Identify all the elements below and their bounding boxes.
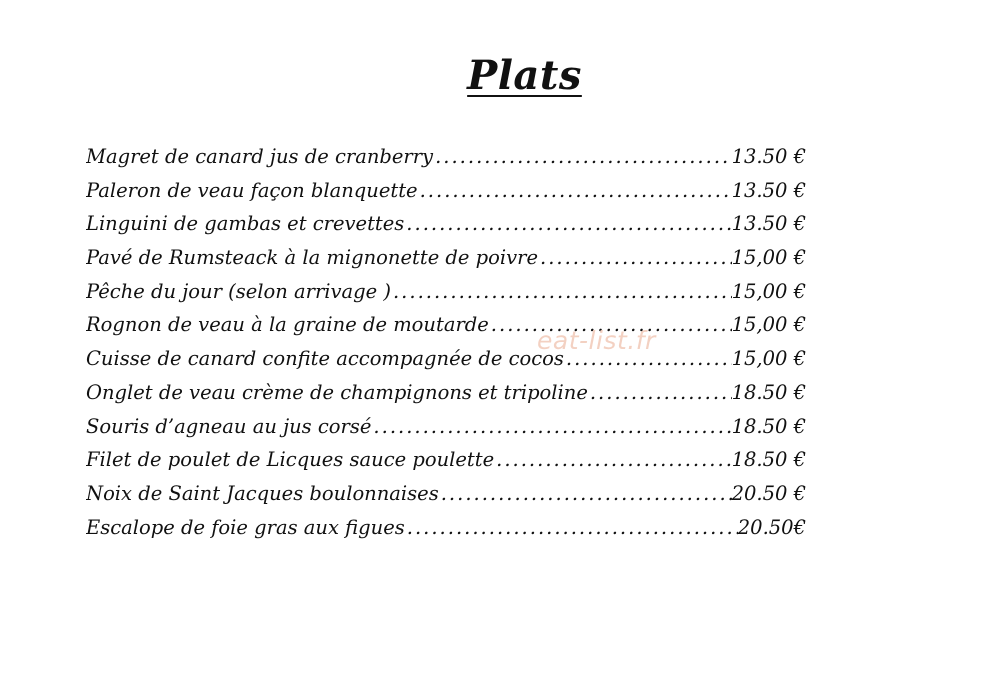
list-item	[86, 140, 806, 174]
list-item	[86, 477, 806, 511]
dish-name: Cuisse de canard confite accompagnée de cocos	[86, 347, 564, 371]
dish-price: 13.50 €	[731, 178, 806, 202]
list-item	[86, 275, 806, 309]
list-item	[86, 511, 806, 545]
dish-price: 13.50 €	[731, 145, 806, 168]
dot-leader	[433, 140, 731, 174]
dot-leader	[439, 477, 732, 511]
dot-leader	[371, 410, 731, 444]
dish-name: Onglet de veau crème de champignons et tripoline	[86, 380, 588, 404]
list-item	[86, 342, 806, 376]
dot-leader	[391, 275, 732, 309]
dish-name: Pêche du jour (selon arrivage )	[86, 279, 391, 303]
list-item	[86, 376, 806, 410]
dot-leader	[494, 443, 731, 477]
list-item	[86, 241, 806, 275]
dish-name: Filet de poulet de Licques sauce poulette	[86, 448, 495, 472]
dot-leader	[418, 174, 732, 208]
dish-price: 20.50 €	[731, 481, 806, 505]
list-item	[86, 410, 806, 444]
list-item	[86, 207, 806, 241]
dish-price: 15,00 €	[731, 313, 806, 337]
dot-leader	[404, 207, 731, 241]
list-item	[86, 174, 806, 208]
dish-price: 18.50 €	[731, 448, 806, 472]
list-item	[86, 443, 806, 477]
dish-price: 18.50 €	[731, 414, 806, 438]
dish-name: Rognon de veau à la graine de moutarde	[86, 313, 489, 337]
dish-price: 18.50 €	[731, 380, 806, 404]
dish-name: Souris d’agneau au jus corsé	[86, 414, 372, 438]
dot-leader	[588, 376, 732, 410]
dish-list	[86, 140, 806, 544]
dot-leader	[538, 241, 732, 275]
dish-name: Linguini de gambas et crevettes	[86, 212, 405, 236]
dish-price: 13.50 €	[731, 212, 806, 236]
dish-name: Pavé de Rumsteack à la mignonette de poivre	[86, 246, 538, 270]
dish-price: 15,00 €	[731, 246, 806, 270]
dish-price: 15,00 €	[731, 279, 806, 303]
list-item	[86, 308, 806, 342]
dot-leader	[405, 511, 738, 545]
dish-name: Magret de canard jus de cranberry	[86, 145, 434, 168]
dish-name: Paleron de veau façon blanquette	[86, 178, 418, 202]
dish-name: Noix de Saint Jacques boulonnaises	[86, 481, 439, 505]
page-title: Plats	[467, 52, 582, 99]
dish-name: Escalope de foie gras aux figues	[86, 515, 405, 539]
watermark: eat-list.fr	[537, 326, 656, 355]
dish-price: 20.50€	[737, 515, 806, 539]
dish-price: 15,00 €	[731, 347, 806, 371]
